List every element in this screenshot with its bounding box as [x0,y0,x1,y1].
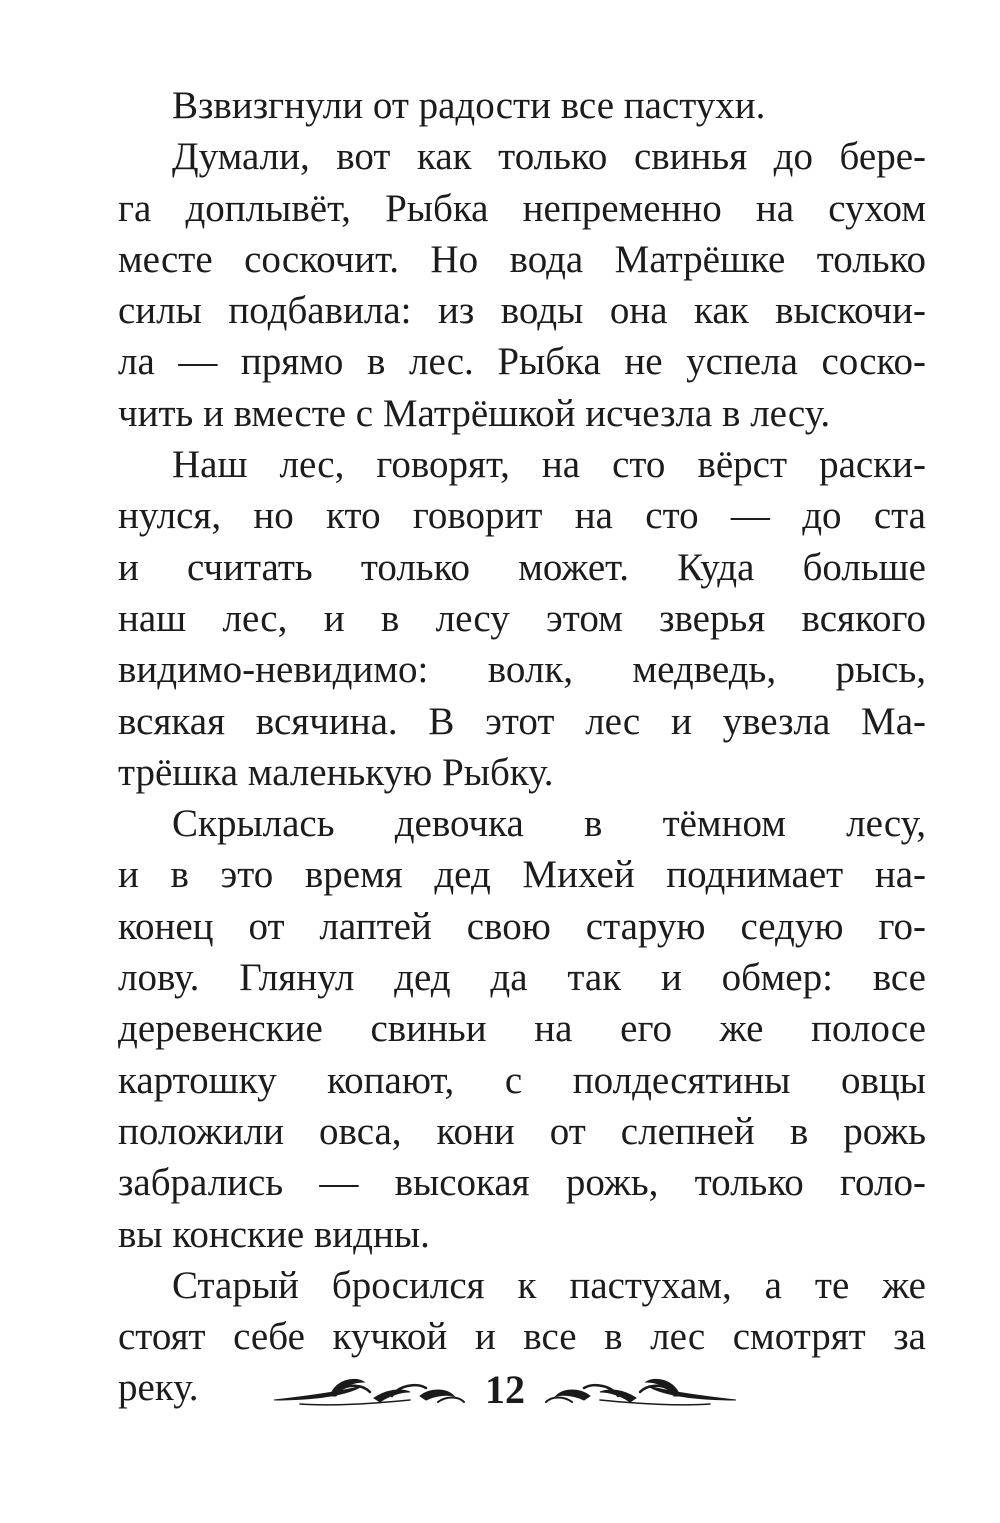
paragraph [118,80,926,131]
flourish-ornament-icon [540,1366,740,1416]
text-line: реку. [118,1366,199,1410]
text-line: положили овса, кони от слепней в рожь [118,1109,926,1153]
text-line: Взвизгнули от радости все пастухи. [172,84,766,127]
text-line: деревенские свиньи на его же полосе [118,1007,926,1051]
text-line: лову. Глянул дед да так и обмер: все [118,956,926,1000]
text-line: забрались — высокая рожь, только голо- [118,1161,926,1205]
text-line: картошку копают, с полдесятины овцы [118,1058,926,1102]
text-line: стоят себе кучкой и все в лес смотрят за [118,1315,926,1359]
text-line: видимо-невидимо: волк, медведь, рысь, [118,648,926,692]
text-line: вы конские видны. [118,1212,430,1256]
text-line: ла — прямо в лес. Рыбка не успела соско- [118,340,926,384]
text-line: Скрылась девочка в тёмном лесу, [172,802,926,846]
page-text [118,80,926,1414]
text-line: всякая всячина. В этот лес и увезла Ма- [118,699,926,743]
text-line: нулся, но кто говорит на сто — до ста [118,494,926,538]
text-line: трёшка маленькую Рыбку. [118,750,554,794]
text-line: чить и вместе с Матрёшкой исчезла в лесу. [118,391,831,435]
text-line: месте соскочит. Но вода Матрёшке только [118,237,926,281]
text-line: га доплывёт, Рыбка непременно на сухом [118,186,926,230]
paragraph [118,798,926,1260]
text-line: и в это время дед Михей поднимает на- [118,853,926,897]
text-line: Старый бросился к пастухам, а те же [172,1263,926,1307]
paragraph [118,131,926,439]
text-line: и считать только может. Куда больше [118,545,926,589]
text-line: конец от лаптей свою старую седую го- [118,904,926,948]
text-line: наш лес, и в лесу этом зверья всякого [118,596,926,640]
paragraph [118,439,926,798]
page-number: 12 [485,1367,525,1412]
text-line: Думали, вот как только свинья до бере- [172,135,926,179]
text-line: Наш лес, говорят, на сто вёрст раски- [172,443,926,487]
page-footer [270,1366,740,1416]
text-line: силы подбавила: из воды она как выскочи- [118,289,926,333]
